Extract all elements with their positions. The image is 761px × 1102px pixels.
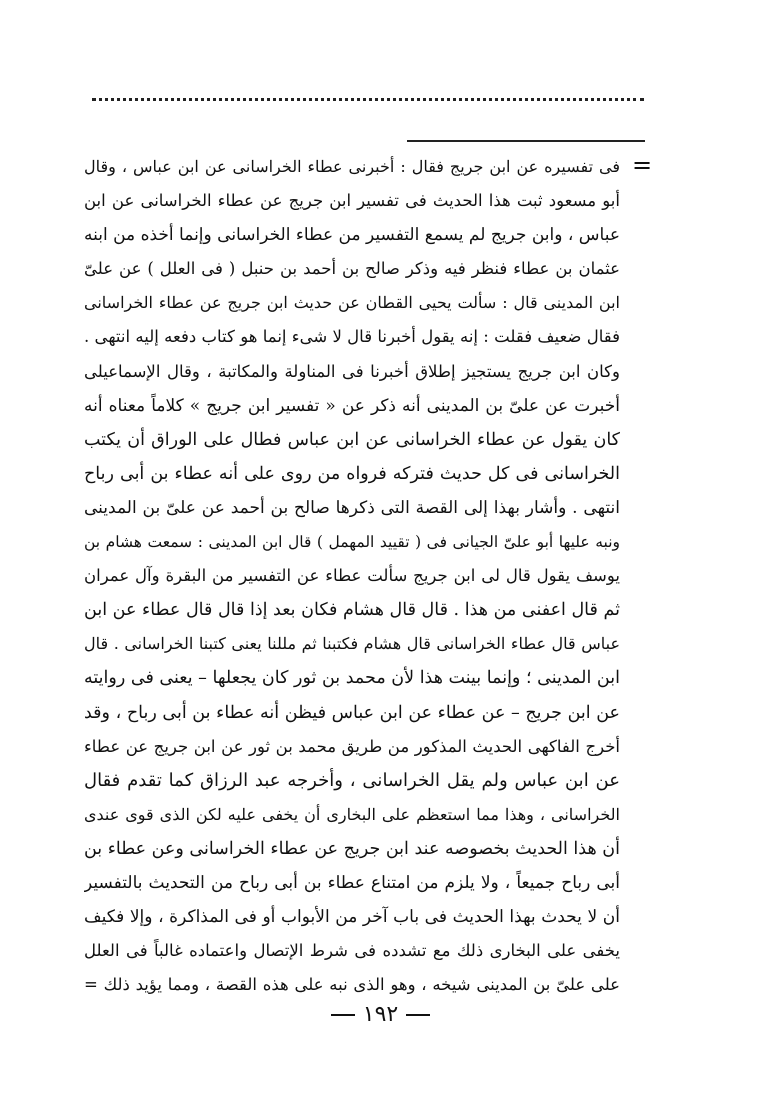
- text-line: أن لا يحدث بهذا الحديث فى باب آخر من الأبواب أو فى المذاكرة ، وإلا فكيف: [84, 907, 620, 928]
- text-line: أخبرت عن علىّ بن المدينى أنه ذكر عن « تفسير ابن جريج » كلاماً معناه أنه: [84, 395, 620, 416]
- continuation-mark: =: [632, 151, 653, 179]
- text-line: عن ابن جريج – عن عطاء عن ابن عباس فيظن أنه عطاء بن أبى رباح ، وقد: [84, 702, 620, 723]
- text-line: كان يقول عن عطاء الخراسانى عن ابن عباس فطال على الوراق أن يكتب: [84, 429, 620, 450]
- page-number-value: ١٩٢: [362, 1002, 399, 1027]
- text-line: عثمان بن عطاء فنظر فيه وذكر صالح بن أحمد بن حنبل ( فى العلل ) عن علىّ: [84, 259, 620, 279]
- page-number-dash: [406, 1014, 430, 1016]
- page-number: [0, 1000, 761, 1030]
- text-line: فقال ضعيف فقلت : إنه يقول أخبرنا قال لا شىء إنما هو كتاب دفعه إليه انتهى .: [84, 327, 620, 347]
- text-line: فى تفسيره عن ابن جريج فقال : أخبرنى عطاء الخراسانى عن ابن عباس ، وقال: [84, 157, 620, 176]
- footnote-text: [84, 150, 620, 1002]
- text-line: أبو مسعود ثبت هذا الحديث فى تفسير ابن جريج عن عطاء الخراسانى عن ابن: [84, 191, 620, 211]
- text-line: عن ابن عباس ولم يقل الخراسانى ، وأخرجه عبد الرزاق كما تقدم فقال: [84, 769, 620, 791]
- text-line: ابن المدينى ؛ وإنما بينت هذا لأن محمد بن ثور كان يجعلها – يعنى فى روايته: [84, 668, 620, 689]
- text-line: أن هذا الحديث بخصوصه عند ابن جريج عن عطاء الخراسانى وعن عطاء بن: [84, 838, 620, 859]
- text-line: الخراسانى ، وهذا مما استعظم على البخارى أن يخفى عليه لكن الذى قوى عندى: [84, 804, 620, 824]
- text-line: انتهى . وأشار بهذا إلى القصة التى ذكرها صالح بن أحمد عن علىّ بن المدينى: [84, 497, 620, 518]
- footnote-separator: [407, 140, 645, 142]
- text-line: أخرج الفاكهى الحديث المذكور من طريق محمد بن ثور عن ابن جريج عن عطاء: [84, 736, 620, 756]
- text-line: على علىّ بن المدينى شيخه ، وهو الذى نبه على هذه القصة ، ومما يؤيد ذلك =: [84, 975, 620, 995]
- text-line: وكان ابن جريج يستجيز إطلاق أخبرنا فى المناولة والمكاتبة ، وقال الإسماعيلى: [84, 361, 620, 381]
- text-line: ابن المدينى قال : سألت يحيى القطان عن حديث ابن جريج عن عطاء الخراسانى: [84, 293, 620, 313]
- text-line: الخراسانى فى كل حديث فتركه فرواه من روى على أنه عطاء بن أبى رباح: [84, 463, 620, 484]
- dotted-separator: [92, 98, 644, 101]
- text-line: عباس ، وابن جريج لم يسمع التفسير من عطاء الخراسانى وإنما أخذه من ابنه: [84, 225, 620, 246]
- page-number-dash: [331, 1014, 355, 1016]
- text-line: ثم قال اعفنى من هذا . قال قال هشام فكان بعد إذا قال قال عطاء عن ابن: [84, 600, 620, 621]
- text-line: ونبه عليها أبو علىّ الجيانى فى ( تقييد المهمل ) قال ابن المدينى : سمعت هشام بن: [84, 533, 620, 552]
- text-line: يوسف يقول قال لى ابن جريج سألت عطاء عن التفسير من البقرة وآل عمران: [84, 566, 620, 586]
- text-line: يخفى على البخارى ذلك مع تشدده فى شرط الإتصال واعتماده غالباً فى العلل: [84, 941, 620, 961]
- text-line: أبى رباح جميعاً ، ولا يلزم من امتناع عطاء بن أبى رباح من التحديث بالتفسير: [84, 872, 620, 893]
- text-line: عباس قال عطاء الخراسانى قال هشام فكتبنا ثم مللنا يعنى كتبنا الخراسانى . قال: [84, 634, 620, 654]
